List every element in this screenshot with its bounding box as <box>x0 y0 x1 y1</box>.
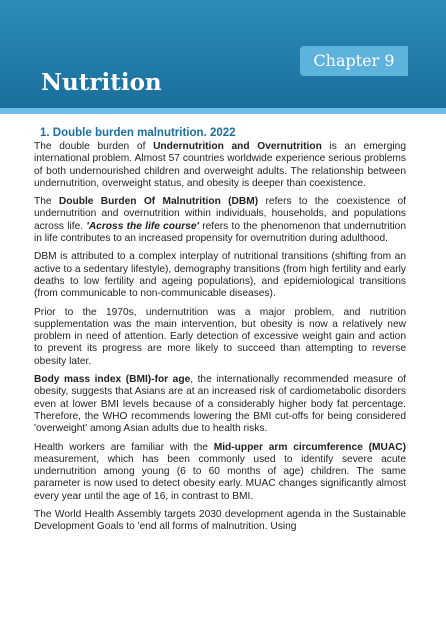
paragraph-text: refers to the phenomenon that undernutrition in life contributes to an increased propensity for overnutrition during adulthood. <box>34 220 406 245</box>
paragraph <box>34 307 406 368</box>
paragraph <box>34 251 406 300</box>
paragraph <box>34 196 406 245</box>
paragraph-text: measurement, which has been commonly used to identify severe acute undernutrition among young (6 to 60 months of age) children. The same parameter is now used to detect obesity early. MUAC changes significantly almost every year until the age of 16, in contrast to BMI. <box>34 453 406 502</box>
emphasis-text: 'Across the life course' <box>86 220 199 232</box>
paragraph-text: , the internationally recommended measure of obesity, suggests that Asians are at an increased risk of cardiometabolic disorders even at lower BMI levels because of a considerably higher body fat percentage. Therefore, the WHO recommends lowering the BMI cut-offs for being considered 'overweight' among Asian adults due to health risks. <box>34 374 406 435</box>
emphasis-text: Double Burden Of Malnutrition (DBM) <box>58 196 259 208</box>
section-heading: 1. Double burden malnutrition. 2022 <box>40 127 236 139</box>
paragraph <box>34 374 406 435</box>
chapter-tab: Chapter 9 <box>300 46 408 76</box>
page-content <box>34 126 406 534</box>
emphasis-text: Mid-upper arm circumference (MUAC) <box>213 441 406 453</box>
chapter-title: Nutrition <box>41 69 162 96</box>
paragraph-text: The <box>34 196 59 208</box>
paragraph-text: Prior to the 1970s, undernutrition was a major problem, and nutrition supplementation was the main intervention, but obesity is now a relatively new problem in need of attention. Early detection of excessive weight gain and action to prevent its progress are more likely to succeed than attempting to reverse obesity later. <box>34 306 406 367</box>
paragraph <box>34 509 406 534</box>
paragraph-text: refers to the coexistence of undernutrition and overnutrition within individuals, households, and populations across life. <box>34 196 406 232</box>
banner-divider <box>0 108 446 114</box>
emphasis-text: Body mass index (BMI)-for age <box>34 374 191 386</box>
paragraph-text: The World Health Assembly targets 2030 development agenda in the Sustainable Development Goals to 'end all forms of malnutrition. Using <box>34 509 406 533</box>
paragraph-text: DBM is attributed to a complex interplay of nutritional transitions (shifting from an active to a sedentary lifestyle), demography transitions (from high fertility and early deaths to low fertility and ageing populations), and epidemiological transitions (from communicable to non-communicable diseases). <box>34 251 406 300</box>
paragraph-text: is an emerging international problem. Almost 57 countries worldwide experience serious problems of both undernourished children and overweight adults. The relationship between undernutrition, overweight status, and obesity is deeper than coexistence. <box>34 141 407 189</box>
section-body <box>34 141 406 534</box>
paragraph <box>34 442 406 503</box>
emphasis-text: Undernutrition and Overnutrition <box>153 141 322 152</box>
paragraph <box>34 141 406 190</box>
paragraph-text: Health workers are familiar with the <box>34 441 214 453</box>
paragraph-text: The double burden of <box>34 141 154 152</box>
